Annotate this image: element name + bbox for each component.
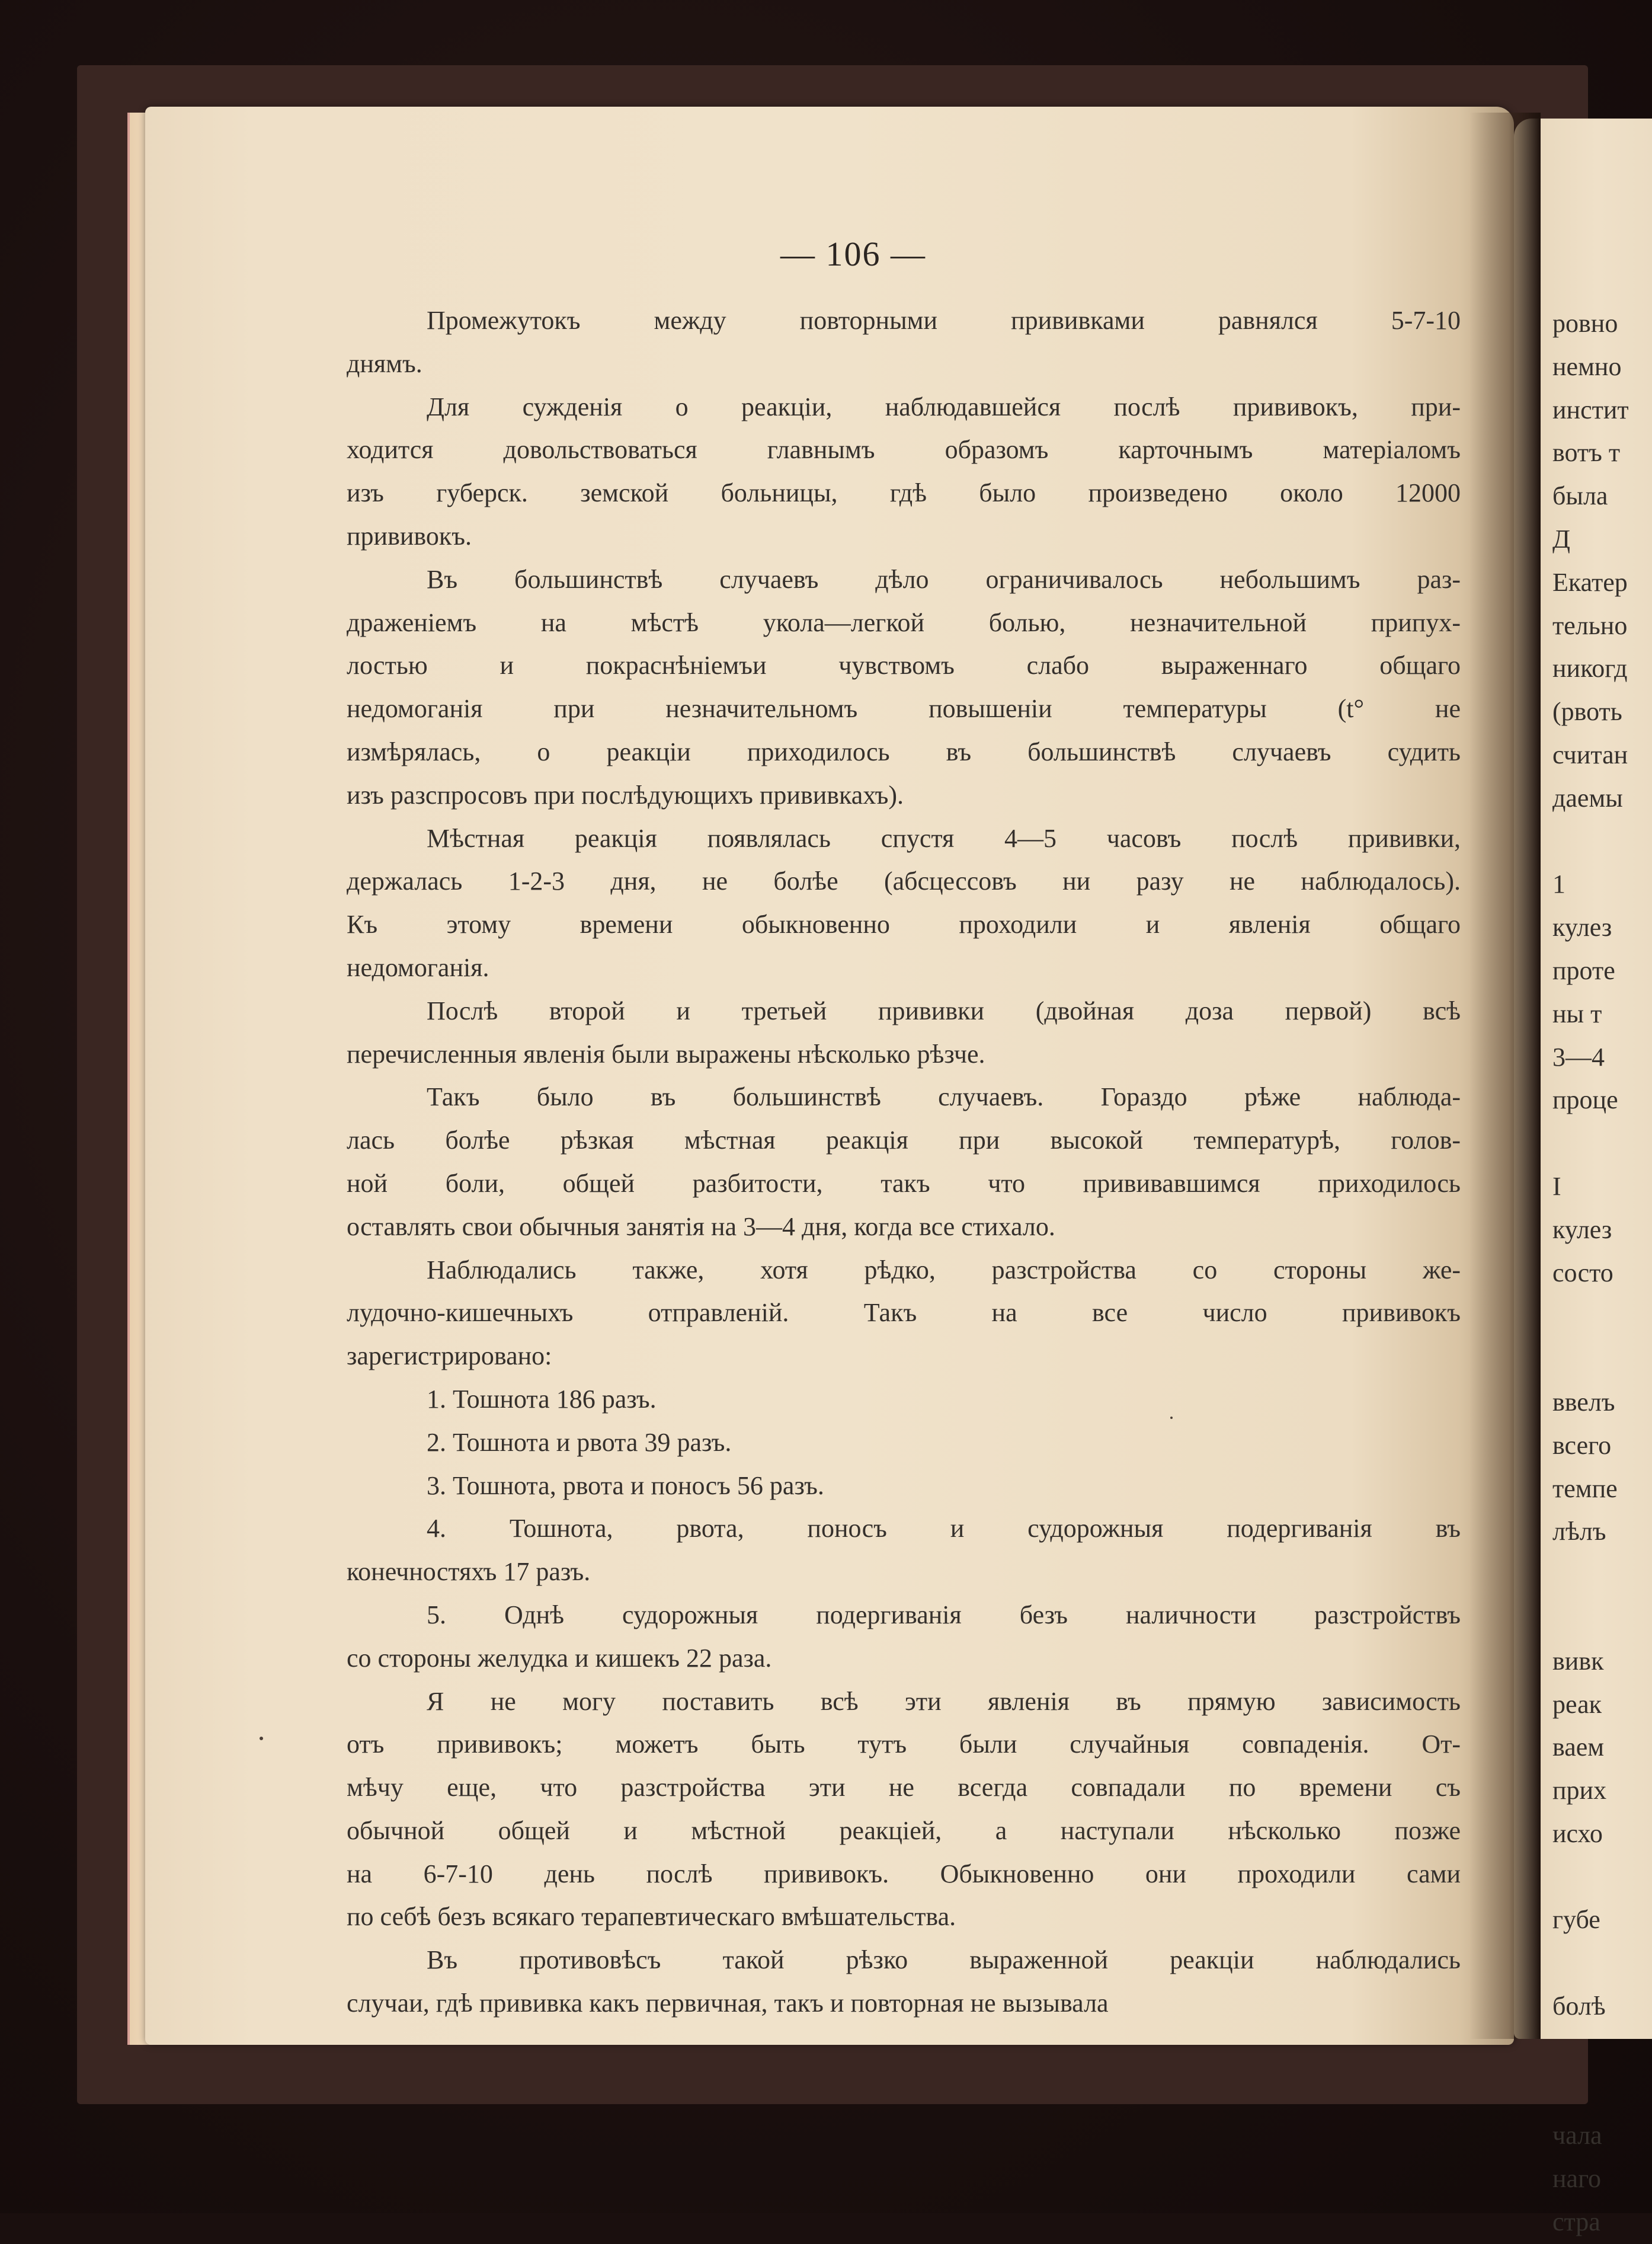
fragment-line: 3—4 xyxy=(1552,1042,1605,1072)
text-line: Послѣ второй и третьей прививки (двойная доза первой) всѣ xyxy=(427,996,1461,1025)
fragment-line: (рвоть xyxy=(1552,697,1622,727)
fragment-line: даемы xyxy=(1552,783,1623,813)
text-line: драженіемъ на мѣстѣ укола—легкой болью, незначительной припух- xyxy=(347,608,1461,637)
fragment-line: реак xyxy=(1552,1689,1602,1719)
paragraph xyxy=(347,990,1461,1076)
paragraph xyxy=(347,1378,1461,1421)
text-line: 3. Тошнота, рвота и поносъ 56 разъ. xyxy=(427,1471,824,1500)
text-line: Въ большинствѣ случаевъ дѣло ограничивалось небольшимъ раз- xyxy=(427,564,1461,594)
text-line: прививокъ. xyxy=(347,521,472,551)
fragment-line: ны т xyxy=(1552,999,1602,1028)
text-line: перечисленныя явленія были выражены нѣсколько рѣзче. xyxy=(347,1039,985,1069)
text-line: Для сужденія о реакціи, наблюдавшейся послѣ прививокъ, при- xyxy=(427,392,1461,421)
fragment-line: состо xyxy=(1552,1258,1613,1287)
text-line: лостью и покраснѣніемъи чувствомъ слабо выраженнаго общаго xyxy=(347,651,1461,680)
text-line: 1. Тошнота 186 разъ. xyxy=(427,1384,657,1414)
fragment-line: губе xyxy=(1552,1905,1600,1935)
fragment-line: вивк xyxy=(1552,1646,1604,1676)
paragraph xyxy=(347,1939,1461,2025)
fragment-line: чала xyxy=(1552,2121,1602,2150)
ink-speck xyxy=(1170,1417,1173,1419)
paragraph xyxy=(347,1465,1461,1508)
paragraph xyxy=(347,558,1461,817)
text-line: ной боли, общей разбитости, такъ что прививавшимся приходилось xyxy=(347,1168,1461,1198)
fragment-line: Д xyxy=(1552,524,1571,554)
text-line: зарегистрировано: xyxy=(347,1341,552,1371)
right-page-text-fragments xyxy=(1552,302,1652,2244)
fragment-line xyxy=(1552,2072,1652,2115)
text-line: на 6-7-10 день послѣ прививокъ. Обыкновенно они проходили сами xyxy=(347,1859,1461,1888)
paragraph xyxy=(347,299,1461,386)
fragment-line xyxy=(1552,2028,1652,2072)
text-line: случаи, гдѣ прививка какъ первичная, такъ и повторная не вызывала xyxy=(347,1989,1109,2018)
text-line: недомоганія при незначительномъ повышеніи температуры (t° не xyxy=(347,694,1461,724)
page-number: — 106 — xyxy=(780,235,926,273)
fragment-line xyxy=(1552,1338,1652,1381)
fragment-line: Екатер xyxy=(1552,567,1628,597)
fragment-line: проце xyxy=(1552,1085,1618,1115)
text-line: измѣрялась, о реакціи приходилось въ большинствѣ случаевъ судить xyxy=(347,737,1461,766)
text-line: днямъ. xyxy=(347,349,422,378)
text-line: Мѣстная реакція появлялась спустя 4—5 часовъ послѣ прививки, xyxy=(427,823,1461,853)
fragment-line: ровно xyxy=(1552,309,1618,338)
text-line: конечностяхъ 17 разъ. xyxy=(347,1557,591,1587)
fragment-line xyxy=(1552,1597,1652,1640)
fragment-line: вотъ т xyxy=(1552,438,1621,468)
text-line: со стороны желудка и кишекъ 22 раза. xyxy=(347,1643,772,1673)
text-line: изъ разспросовъ при послѣдующихъ прививкахъ). xyxy=(347,780,904,810)
fragment-line: наго xyxy=(1552,2164,1602,2194)
fragment-line: всего xyxy=(1552,1430,1612,1460)
fragment-line: I xyxy=(1552,1171,1561,1201)
text-line: оставлять свои обычныя занятія на 3—4 дня, когда все стихало. xyxy=(347,1211,1055,1241)
paragraph xyxy=(347,817,1461,990)
text-line: лась болѣе рѣзкая мѣстная реакція при высокой температурѣ, голов- xyxy=(347,1126,1461,1155)
text-line: 5. Однѣ судорожныя подергиванія безъ наличности разстройствъ xyxy=(427,1600,1461,1629)
fragment-line xyxy=(1552,1553,1652,1597)
paragraph xyxy=(347,1507,1461,1594)
fragment-line: кулез xyxy=(1552,1214,1612,1244)
fragment-line xyxy=(1552,820,1652,864)
text-line: Къ этому времени обыкновенно проходили и явленія общаго xyxy=(347,910,1461,939)
fragment-line xyxy=(1552,1942,1652,1985)
fragment-line: проте xyxy=(1552,955,1615,985)
fragment-line: ваем xyxy=(1552,1732,1605,1762)
paragraph xyxy=(347,1076,1461,1248)
paragraph xyxy=(347,1249,1461,1378)
paragraph xyxy=(347,1680,1461,1939)
fragment-line xyxy=(1552,1856,1652,1899)
fragment-line: тельно xyxy=(1552,610,1628,640)
fragment-line: никогд xyxy=(1552,654,1628,683)
fragment-line: считан xyxy=(1552,740,1628,769)
fragment-line: лѣлъ xyxy=(1552,1517,1606,1546)
fragment-line: кулез xyxy=(1552,913,1612,942)
fragment-line: немно xyxy=(1552,351,1622,381)
ink-speck xyxy=(260,1737,263,1740)
text-line: лудочно-кишечныхъ отправленій. Такъ на все число прививокъ xyxy=(347,1298,1461,1328)
fragment-line: темпе xyxy=(1552,1473,1618,1503)
paragraph xyxy=(347,1594,1461,1680)
text-line: Наблюдались также, хотя рѣдко, разстройства со стороны же- xyxy=(427,1255,1461,1284)
text-line: 2. Тошнота и рвота 39 разъ. xyxy=(427,1427,732,1457)
fragment-line: стра xyxy=(1552,2207,1600,2237)
fragment-line: болѣ xyxy=(1552,1992,1606,2021)
fragment-line: инстит xyxy=(1552,395,1629,424)
text-line: по себѣ безъ всякаго терапевтическаго вмѣшательства. xyxy=(347,1902,956,1932)
text-line: обычной общей и мѣстной реакціей, а наступали нѣсколько позже xyxy=(347,1815,1461,1845)
fragment-line: ввелъ xyxy=(1552,1387,1615,1417)
fragment-line xyxy=(1552,1122,1652,1165)
text-line: Въ противовѣсъ такой рѣзко выраженной реакціи наблюдались xyxy=(427,1945,1461,1975)
fragment-line: исхо xyxy=(1552,1818,1603,1848)
book-gutter xyxy=(1469,113,1541,2039)
paragraph xyxy=(347,1421,1461,1465)
text-line: мѣчу еще, что разстройства эти не всегда совпадали по времени съ xyxy=(347,1773,1461,1802)
fragment-line: 1 xyxy=(1552,870,1565,899)
text-line: недомоганія. xyxy=(347,952,489,982)
fragment-line xyxy=(1552,1294,1652,1338)
text-line: Такъ было въ большинствѣ случаевъ. Гораздо рѣже наблюда- xyxy=(427,1082,1461,1112)
fragment-line: прих xyxy=(1552,1776,1607,1805)
text-line: отъ прививокъ; можетъ быть тутъ были случайныя совпаденія. От- xyxy=(347,1730,1461,1759)
paragraph xyxy=(347,386,1461,558)
text-line: ходится довольствоваться главнымъ образомъ карточнымъ матеріаломъ xyxy=(347,435,1461,465)
left-page-text xyxy=(347,299,1461,2025)
text-line: держалась 1-2-3 дня, не болѣе (абсцессовъ ни разу не наблюдалось). xyxy=(347,867,1461,896)
text-line: Я не могу поставить всѣ эти явленія въ прямую зависимость xyxy=(427,1686,1461,1716)
text-line: изъ губерск. земской больницы, гдѣ было произведено около 12000 xyxy=(347,478,1461,508)
fragment-line: была xyxy=(1552,481,1608,511)
text-line: Промежутокъ между повторными прививками равнялся 5-7-10 xyxy=(427,306,1461,335)
text-line: 4. Тошнота, рвота, поносъ и судорожныя подергиванія въ xyxy=(427,1514,1461,1543)
